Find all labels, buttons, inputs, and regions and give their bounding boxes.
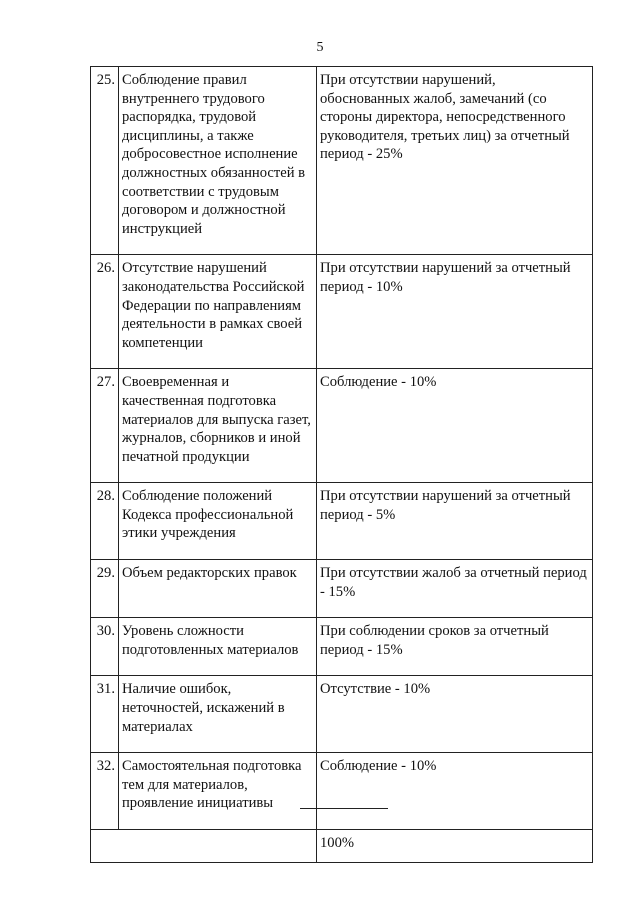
page-number: 5 xyxy=(316,40,324,55)
total-value: 100% xyxy=(317,830,593,863)
total-empty-cell xyxy=(91,830,317,863)
table-row xyxy=(91,753,593,830)
table-row xyxy=(91,618,593,676)
criterion-name: Соблюдение положений Кодекса профессиональной этики учреждения xyxy=(119,483,317,560)
row-number: 32. xyxy=(91,753,119,830)
criterion-condition: При отсутствии нарушений за отчетный период - 5% xyxy=(317,483,593,560)
criterion-name: Уровень сложности подготовленных материалов xyxy=(119,618,317,676)
criterion-condition: При соблюдении сроков за отчетный период - 15% xyxy=(317,618,593,676)
row-number: 29. xyxy=(91,560,119,618)
criterion-condition: При отсутствии нарушений за отчетный период - 10% xyxy=(317,255,593,369)
table-row xyxy=(91,67,593,255)
row-number: 28. xyxy=(91,483,119,560)
criterion-name: Своевременная и качественная подготовка материалов для выпуска газет, журналов, сборников и иной печатной продукции xyxy=(119,369,317,483)
total-row xyxy=(91,830,593,863)
row-number: 30. xyxy=(91,618,119,676)
table-row xyxy=(91,560,593,618)
table-row xyxy=(91,676,593,753)
table-row xyxy=(91,255,593,369)
criteria-table xyxy=(90,66,593,863)
criterion-name: Отсутствие нарушений законодательства Российской Федерации по направлениям деятельности в рамках своей компетенции xyxy=(119,255,317,369)
signature-line xyxy=(300,808,388,809)
criterion-condition: Соблюдение - 10% xyxy=(317,753,593,830)
table-row xyxy=(91,369,593,483)
criterion-name: Соблюдение правил внутреннего трудового распорядка, трудовой дисциплины, а также добросовестное исполнение должностных обязанностей в соответствии с трудовым договором и должностной инструкцией xyxy=(119,67,317,255)
row-number: 31. xyxy=(91,676,119,753)
table-row xyxy=(91,483,593,560)
criterion-name: Самостоятельная подготовка тем для материалов, проявление инициативы xyxy=(119,753,317,830)
row-number: 25. xyxy=(91,67,119,255)
row-number: 26. xyxy=(91,255,119,369)
criterion-condition: Отсутствие - 10% xyxy=(317,676,593,753)
criterion-condition: При отсутствии жалоб за отчетный период - 15% xyxy=(317,560,593,618)
criterion-condition: При отсутствии нарушений, обоснованных жалоб, замечаний (со стороны директора, непосредственного руководителя, третьих лиц) за отчетный период - 25% xyxy=(317,67,593,255)
criterion-name: Объем редакторских правок xyxy=(119,560,317,618)
criterion-condition: Соблюдение - 10% xyxy=(317,369,593,483)
criterion-name: Наличие ошибок, неточностей, искажений в материалах xyxy=(119,676,317,753)
row-number: 27. xyxy=(91,369,119,483)
